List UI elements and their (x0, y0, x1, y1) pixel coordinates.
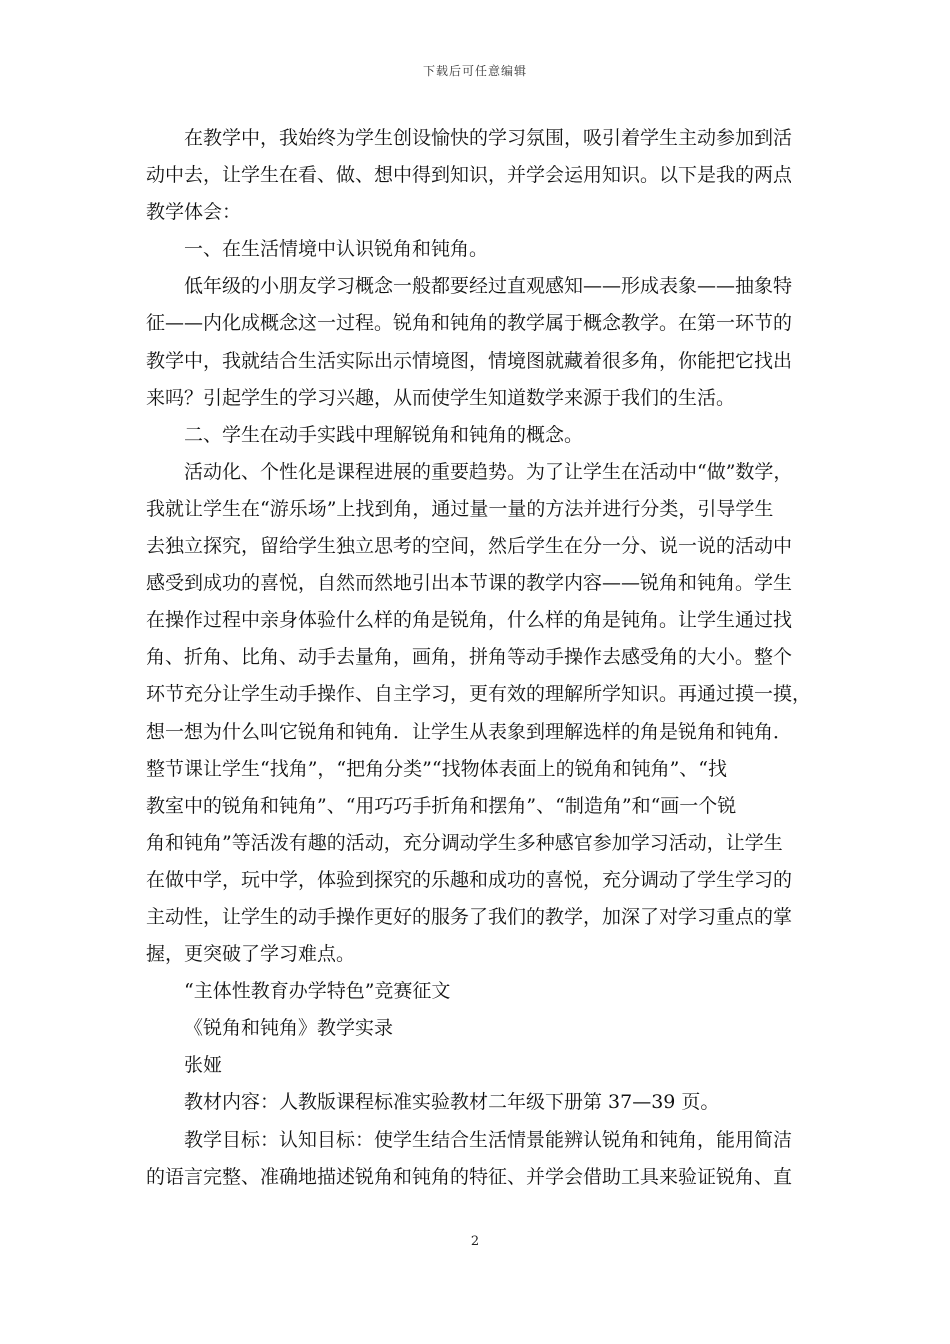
text-line: 在做中学，玩中学，体验到探究的乐趣和成功的喜悦，充分调动了学生学习的 (146, 868, 793, 891)
text-line: 教材内容：人教版课程标准实验教材二年级下册第 37—39 页。 (184, 1091, 720, 1114)
text-line: 角和钝角”等活泼有趣的活动，充分调动学生多种感官参加学习活动，让学生 (146, 831, 783, 854)
text-line: “主体性教育办学特色”竞赛征文 (184, 980, 451, 1003)
text-line: 我就让学生在“游乐场”上找到角，通过量一量的方法并进行分类，引导学生 (146, 497, 774, 520)
text-line: 教室中的锐角和钝角”、“用巧巧手折角和摆角”、“制造角”和“画一个锐 (146, 794, 737, 817)
text-line: 低年级的小朋友学习概念一般都要经过直观感知——形成表象——抽象特 (184, 275, 793, 298)
text-line: 去独立探究，留给学生独立思考的空间，然后学生在分一分、说一说的活动中 (146, 535, 793, 558)
text-line: 征——内化成概念这一过程。锐角和钝角的教学属于概念教学。在第一环节的 (146, 312, 793, 335)
text-line: 张娅 (184, 1054, 223, 1077)
text-line: 环节充分让学生动手操作、自主学习，更有效的理解所学知识。再通过摸一摸， (146, 683, 812, 706)
text-line: 一、在生活情境中认识锐角和钝角。 (184, 238, 489, 261)
text-line: 教学中，我就结合生活实际出示情境图，情境图就藏着很多角，你能把它找出 (146, 349, 793, 372)
text-line: 想一想为什么叫它锐角和钝角．让学生从表象到理解选样的角是锐角和钝角． (146, 720, 793, 743)
text-line: 教学体会： (146, 201, 242, 224)
text-line: 《锐角和钝角》教学实录 (184, 1017, 394, 1040)
text-line: 角、折角、比角、动手去量角，画角，拼角等动手操作去感受角的大小。整个 (146, 646, 793, 669)
text-line: 在操作过程中亲身体验什么样的角是锐角，什么样的角是钝角。让学生通过找 (146, 609, 793, 632)
text-line: 主动性，让学生的动手操作更好的服务了我们的教学，加深了对学习重点的掌 (146, 905, 793, 928)
text-line: 整节课让学生“找角”，“把角分类”“找物体表面上的锐角和钝角”、“找 (146, 757, 727, 780)
text-line: 感受到成功的喜悦，自然而然地引出本节课的教学内容——锐角和钝角。学生 (146, 572, 793, 595)
text-line: 教学目标：认知目标：使学生结合生活情景能辨认锐角和钝角，能用简洁 (184, 1128, 793, 1151)
text-line: 二、学生在动手实践中理解锐角和钝角的概念。 (184, 423, 584, 446)
text-line: 在教学中，我始终为学生创设愉快的学习氛围，吸引着学生主动参加到活 (184, 127, 793, 149)
text-line: 动中去，让学生在看、做、想中得到知识，并学会运用知识。以下是我的两点 (146, 164, 793, 187)
text-line: 来吗？引起学生的学习兴趣，从而使学生知道数学来源于我们的生活。 (146, 386, 736, 409)
text-line: 活动化、个性化是课程进展的重要趋势。为了让学生在活动中“做”数学， (184, 460, 793, 483)
text-line: 的语言完整、准确地描述锐角和钝角的特征、并学会借助工具来验证锐角、直 (146, 1165, 793, 1188)
document-body (146, 120, 812, 1196)
text-line: 握，更突破了学习难点。 (146, 943, 356, 966)
page-number: 2 (470, 1234, 480, 1249)
page-header: 下载后可任意编辑 (422, 64, 527, 78)
